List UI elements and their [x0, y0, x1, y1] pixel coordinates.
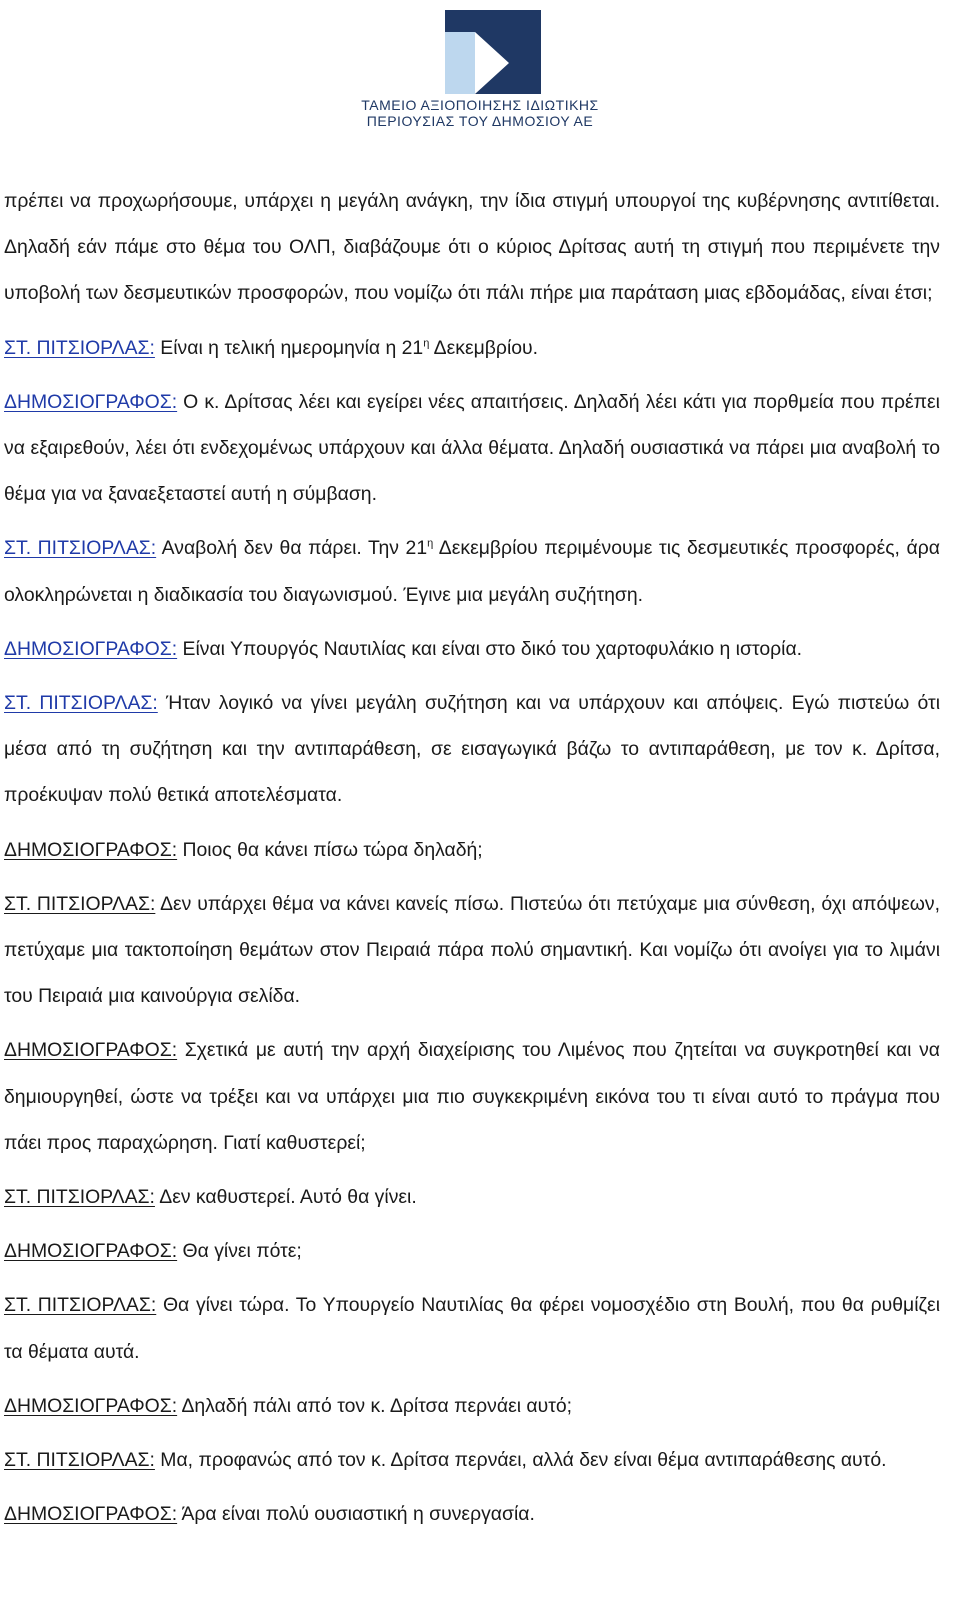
transcript-paragraph: [4, 680, 940, 819]
transcript-paragraph: [4, 325, 940, 371]
paragraph-text: Δεν καθυστερεί. Αυτό θα γίνει.: [154, 1186, 417, 1209]
transcript-paragraph: [4, 1437, 940, 1483]
speaker-label-journalist: ΔΗΜΟΣΙΟΓΡΑΦΟΣ:: [4, 637, 178, 660]
transcript-paragraph: [4, 626, 940, 672]
paragraph-text: Δηλαδή πάλι από τον κ. Δρίτσα περνάει αυτό;: [177, 1394, 573, 1417]
paragraph-text: Ποιος θα κάνει πίσω τώρα δηλαδή;: [177, 838, 483, 861]
paragraph-text: Θα γίνει πότε;: [177, 1240, 302, 1263]
speaker-label-pitsiorlas: ΣΤ. ΠΙΤΣΙΟΡΛΑΣ:: [4, 1186, 155, 1209]
document-header: [0, 0, 960, 150]
paragraph-text: Δεκεμβρίου.: [429, 336, 539, 359]
paragraph-text: Ήταν λογικό να γίνει μεγάλη συζήτηση και να υπάρχουν και απόψεις. Εγώ πιστεύω ότι μέσα από τη συζήτηση και την αντιπαράθεση, σε εισαγωγικά βάζω το αντιπαράθεση, με τον κ. Δρίτσα, προέκυψαν πολύ θετικά αποτελέσματα.: [4, 692, 941, 807]
paragraph-text: Είναι η τελική ημερομηνία η 21: [154, 336, 424, 359]
transcript-paragraph: [4, 379, 940, 518]
paragraph-text: Άρα είναι πολύ ουσιαστική η συνεργασία.: [177, 1503, 535, 1526]
speaker-label-pitsiorlas: ΣΤ. ΠΙΤΣΙΟΡΛΑΣ:: [4, 1294, 157, 1317]
speaker-label-journalist: ΔΗΜΟΣΙΟΓΡΑΦΟΣ:: [4, 838, 178, 861]
speaker-label-pitsiorlas: ΣΤ. ΠΙΤΣΙΟΡΛΑΣ:: [4, 892, 156, 915]
transcript-paragraph: [4, 178, 940, 317]
speaker-label-pitsiorlas: ΣΤ. ΠΙΤΣΙΟΡΛΑΣ:: [4, 537, 157, 560]
transcript-body: [4, 178, 940, 1537]
transcript-paragraph: [4, 1491, 940, 1537]
transcript-paragraph: [4, 1228, 940, 1274]
logo-light-block: [445, 32, 475, 94]
paragraph-text: Δεν υπάρχει θέμα να κάνει κανείς πίσω. Πιστεύω ότι πετύχαμε μια σύνθεση, όχι απόψεων, πετύχαμε μια τακτοποίηση θεμάτων στον Πειραιά πάρα πολύ σημαντική. Και νομίζω ότι ανοίγει για το λιμάνι του Πειραιά μια καινούργια σελίδα.: [4, 892, 940, 1008]
speaker-label-pitsiorlas: ΣΤ. ΠΙΤΣΙΟΡΛΑΣ:: [4, 1449, 155, 1472]
transcript-paragraph: [4, 1383, 940, 1429]
speaker-label-journalist: ΔΗΜΟΣΙΟΓΡΑΦΟΣ:: [4, 1039, 178, 1062]
transcript-paragraph: [4, 1282, 940, 1374]
speaker-label-pitsiorlas: ΣΤ. ΠΙΤΣΙΟΡΛΑΣ:: [4, 692, 158, 715]
organization-name-line1: ΤΑΜΕΙΟ ΑΞΙΟΠΟΙΗΣΗΣ ΙΔΙΩΤΙΚΗΣ: [361, 97, 599, 113]
organization-name-line2: ΠΕΡΙΟΥΣΙΑΣ ΤΟΥ ΔΗΜΟΣΙΟΥ ΑΕ: [366, 113, 594, 129]
transcript-paragraph: [4, 1027, 940, 1166]
paragraph-text: Δεκεμβρίου περιμένουμε τις δεσμευτικές προσφορές, άρα ολοκληρώνεται η διαδικασία του διαγωνισμού. Έγινε μια μεγάλη συζήτηση.: [4, 537, 940, 606]
transcript-paragraph: [4, 525, 940, 617]
speaker-label-journalist: ΔΗΜΟΣΙΟΓΡΑΦΟΣ:: [4, 1394, 178, 1417]
transcript-paragraph: [4, 1174, 940, 1220]
ordinal-superscript: η: [427, 537, 434, 550]
speaker-label-journalist: ΔΗΜΟΣΙΟΓΡΑΦΟΣ:: [4, 1503, 178, 1526]
speaker-label-pitsiorlas: ΣΤ. ΠΙΤΣΙΟΡΛΑΣ:: [4, 336, 155, 359]
speaker-label-journalist: ΔΗΜΟΣΙΟΓΡΑΦΟΣ:: [4, 390, 178, 413]
speaker-label-journalist: ΔΗΜΟΣΙΟΓΡΑΦΟΣ:: [4, 1240, 178, 1263]
transcript-paragraph: [4, 881, 940, 1020]
paragraph-text: Θα γίνει τώρα. Το Υπουργείο Ναυτιλίας θα φέρει νομοσχέδιο στη Βουλή, που θα ρυθμίζει τα θέματα αυτά.: [4, 1294, 941, 1363]
paragraph-text: Ο κ. Δρίτσας λέει και εγείρει νέες απαιτήσεις. Δηλαδή λέει κάτι για πορθμεία που πρέπει να εξαιρεθούν, λέει ότι ενδεχομένως υπάρχουν και άλλα θέματα. Δηλαδή ουσιαστικά να πάρει μια αναβολή το θέμα για να ξαναεξεταστεί αυτή η σύμβαση.: [4, 390, 940, 506]
organization-logo-icon: [445, 10, 541, 94]
paragraph-text: Αναβολή δεν θα πάρει. Την 21: [156, 537, 428, 560]
paragraph-text: Μα, προφανώς από τον κ. Δρίτσα περνάει, αλλά δεν είναι θέμα αντιπαράθεσης αυτό.: [154, 1449, 887, 1472]
ordinal-superscript: η: [423, 337, 430, 350]
paragraph-text: Σχετικά με αυτή την αρχή διαχείρισης του Λιμένος που ζητείται να συγκροτηθεί και να δημιουργηθεί, ώστε να τρέξει και να υπάρχει μια πιο συγκεκριμένη εικόνα του τι είναι αυτό το πράγμα που πάει προς παραχώρηση. Γιατί καθυστερεί;: [4, 1039, 940, 1154]
paragraph-text: Είναι Υπουργός Ναυτιλίας και είναι στο δικό του χαρτοφυλάκιο η ιστορία.: [177, 637, 803, 660]
transcript-paragraph: [4, 827, 940, 873]
paragraph-text: πρέπει να προχωρήσουμε, υπάρχει η μεγάλη ανάγκη, την ίδια στιγμή υπουργοί της κυβέρνησης αντιτίθεται. Δηλαδή εάν πάμε στο θέμα του ΟΛΠ, διαβάζουμε ότι ο κύριος Δρίτσας αυτή τη στιγμή που περιμένετε την υποβολή των δεσμευτικών προσφορών, που νομίζω ότι πάλι πήρε μια παράταση μιας εβδομάδας, είναι έτσι;: [4, 190, 940, 305]
